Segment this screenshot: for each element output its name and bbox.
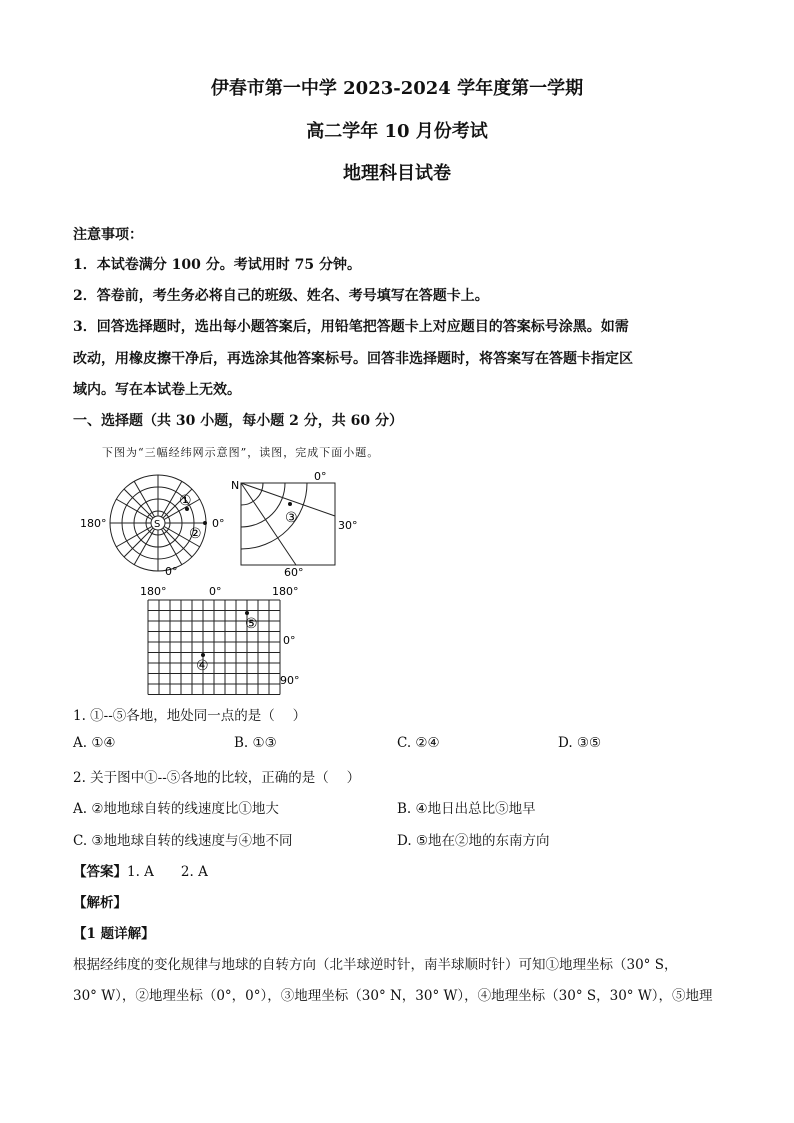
figure-latlong-grids bbox=[0, 465, 794, 715]
notes-item-3-line-2: 改动，用橡皮擦干净后，再选涂其他答案标号。回答非选择题时，将答案写在答题卡指定区 bbox=[73, 351, 633, 367]
quadrant-label-right: 30° bbox=[338, 519, 358, 532]
point-5-marker bbox=[245, 611, 249, 615]
question-1-stem: 1. ①--⑤各地，地处同一点的是（ ） bbox=[73, 708, 307, 724]
notes-item-3-line-3: 域内。写在本试卷上无效。 bbox=[73, 382, 241, 398]
quadrant-label-top: 0° bbox=[314, 470, 327, 483]
notes-item-3-line-1: 3．回答选择题时，选出每小题答案后，用铅笔把答题卡上对应题目的答案标号涂黑。如需 bbox=[73, 319, 629, 335]
point-3-label: ③ bbox=[285, 510, 298, 526]
answer-line bbox=[73, 860, 208, 880]
analysis-label: 【解析】 bbox=[73, 895, 127, 911]
question-2-option-b[interactable]: B. ④地日出总比⑤地早 bbox=[397, 801, 536, 817]
analysis-line-2: 30° W），②地理坐标（0°，0°），③地理坐标（30° N，30° W），④地理坐标（30° S，30° W），⑤地理 bbox=[73, 988, 713, 1004]
section-heading: 一、选择题（共 30 小题，每小题 2 分，共 60 分） bbox=[73, 413, 403, 429]
answer-label: 【答案】 bbox=[73, 864, 127, 880]
figure-intro: 下图为“三幅经纬网示意图”，读图，完成下面小题。 bbox=[102, 446, 380, 459]
question-2-stem: 2. 关于图中①--⑤各地的比较，正确的是（ ） bbox=[73, 770, 361, 786]
polar-label-left: 180° bbox=[80, 517, 107, 530]
title-subject: 地理科目试卷 bbox=[343, 163, 451, 184]
graticule-label-equator: 0° bbox=[283, 634, 296, 647]
quadrant-label-n: N bbox=[231, 479, 240, 492]
question-2-option-d[interactable]: D. ⑤地在②地的东南方向 bbox=[397, 833, 550, 849]
notes-item-1: 1．本试卷满分 100 分。考试用时 75 分钟。 bbox=[73, 257, 361, 273]
rectangular-graticule bbox=[148, 600, 280, 695]
point-3-marker bbox=[288, 502, 292, 506]
polar-label-right: 0° bbox=[212, 517, 225, 530]
question-1-option-d[interactable]: D. ③⑤ bbox=[558, 735, 602, 751]
polar-center-label: S bbox=[154, 519, 161, 530]
graticule-label-top-left: 180° bbox=[140, 585, 167, 598]
graticule-label-top-right: 180° bbox=[272, 585, 299, 598]
graticule-label-south-pole: 90° bbox=[280, 674, 300, 687]
title-exam-name: 高二学年 10 月份考试 bbox=[306, 121, 488, 142]
polar-label-bottom: 0° bbox=[165, 565, 178, 578]
point-5-label: ⑤ bbox=[245, 616, 258, 632]
quadrant-label-bottom: 60° bbox=[284, 566, 304, 579]
notes-item-2: 2．答卷前，考生务必将自己的班级、姓名、考号填写在答题卡上。 bbox=[73, 288, 489, 304]
point-1-label: ① bbox=[179, 493, 192, 509]
question-2-option-a[interactable]: A. ②地地球自转的线速度比①地大 bbox=[73, 801, 279, 817]
point-2-label: ② bbox=[189, 526, 202, 542]
point-2-marker bbox=[203, 521, 207, 525]
point-4-label: ④ bbox=[196, 658, 209, 674]
answer-text: 1. A 2. A bbox=[127, 864, 208, 880]
analysis-line-1: 根据经纬度的变化规律与地球的自转方向（北半球逆时针，南半球顺时针）可知①地理坐标（30° S， bbox=[73, 957, 678, 973]
question-1-option-b[interactable]: B. ①③ bbox=[234, 735, 277, 751]
graticule-label-top-middle: 0° bbox=[209, 585, 222, 598]
notes-heading: 注意事项： bbox=[73, 227, 143, 243]
point-4-marker bbox=[201, 653, 205, 657]
analysis-subheading bbox=[73, 922, 155, 942]
analysis-subheading-text: 【1 题详解】 bbox=[73, 926, 155, 942]
question-2-option-c[interactable]: C. ③地地球自转的线速度与④地不同 bbox=[73, 833, 293, 849]
question-1-option-a[interactable]: A. ①④ bbox=[73, 735, 116, 751]
question-1-option-c[interactable]: C. ②④ bbox=[397, 735, 440, 751]
title-school-term: 伊春市第一中学 2023-2024 学年度第一学期 bbox=[210, 78, 584, 99]
